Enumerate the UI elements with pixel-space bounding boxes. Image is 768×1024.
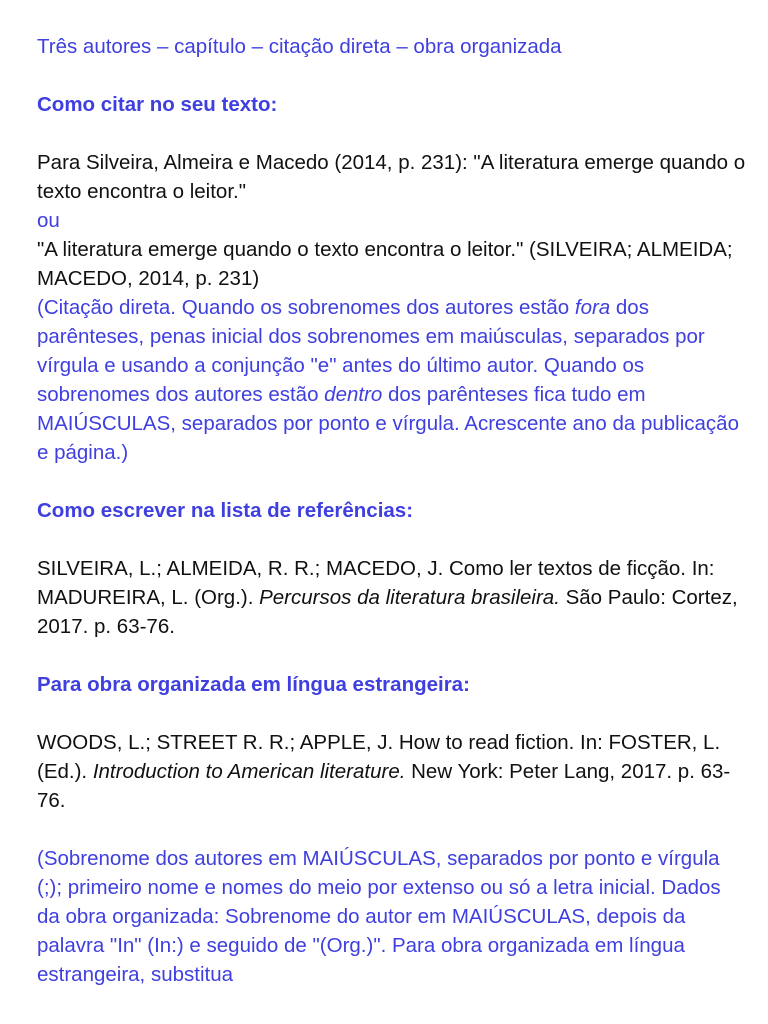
- citation-example-2: "A literatura emerge quando o texto encontra o leitor." (SILVEIRA; ALMEIDA; MACEDO, 2014, p. 231): [37, 238, 733, 290]
- reference-2-part-1: WOODS, L.; STREET R. R.; APPLE, J. How to read fiction. In: FOSTER, L. (Ed.).: [37, 731, 721, 783]
- citation-note: [37, 293, 748, 467]
- reference-2-part-2: New York: Peter Lang, 2017. p. 63-76.: [37, 760, 731, 812]
- reference-entry-2: [37, 728, 748, 815]
- note-text-part-3: dos parênteses fica tudo em MAIÚSCULAS, separados por ponto e vírgula. Acrescente ano da publicação e página.): [37, 383, 739, 464]
- or-connector: ou: [37, 209, 60, 232]
- reference-1-book-title: Percursos da literatura brasileira.: [259, 586, 560, 609]
- note-emphasis-fora: fora: [574, 296, 611, 319]
- reference-note: (Sobrenome dos autores em MAIÚSCULAS, separados por ponto e vírgula (;); primeiro nome e nomes do meio por extenso ou só a letra inicial. Dados da obra organizada: Sobrenome do autor em MAIÚSCULAS, depois da palavra "In" (In:) e seguido de "(Org.)". Para obra organizada em língua estrangeira, substitua: [37, 847, 721, 986]
- note-emphasis-dentro: dentro: [324, 383, 383, 406]
- reference-1-part-2: São Paulo: Cortez, 2017. p. 63-76.: [37, 586, 738, 638]
- foreign-language-heading: Para obra organizada em língua estrangeira:: [37, 673, 470, 696]
- cite-heading: Como citar no seu texto:: [37, 93, 278, 116]
- citation-example-1: Para Silveira, Almeira e Macedo (2014, p. 231): "A literatura emerge quando o texto encontra o leitor.": [37, 151, 746, 203]
- note-text-part-1: (Citação direta. Quando os sobrenomes dos autores estão: [37, 296, 575, 319]
- reference-entry-1: [37, 554, 748, 641]
- reference-list-heading: Como escrever na lista de referências:: [37, 499, 414, 522]
- document-title: Três autores – capítulo – citação direta – obra organizada: [37, 35, 562, 58]
- note-text-part-2: dos parênteses, penas inicial dos sobrenomes em maiúsculas, separados por vírgula e usando a conjunção "e" antes do último autor. Quando os sobrenomes dos autores estão: [37, 296, 705, 406]
- reference-2-book-title: Introduction to American literature.: [92, 760, 406, 783]
- reference-1-part-1: SILVEIRA, L.; ALMEIDA, R. R.; MACEDO, J. Como ler textos de ficção. In: MADUREIRA, L. (Org.).: [37, 557, 715, 609]
